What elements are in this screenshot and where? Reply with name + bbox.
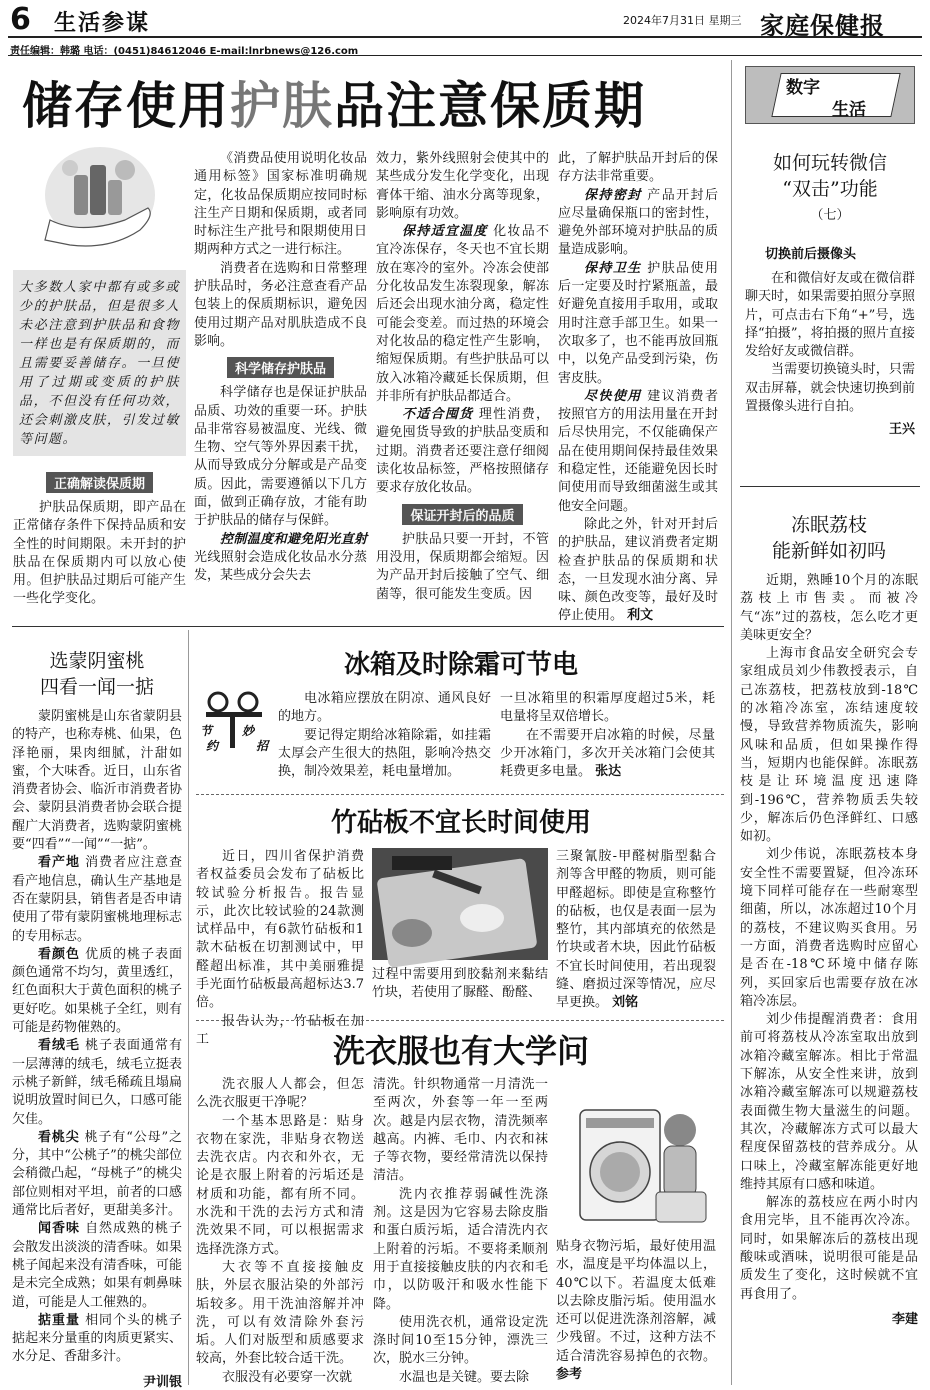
laundry-para: 衣服没有必要穿一次就 [222, 1369, 353, 1385]
skincare-para: 此，了解护肤品开封后的保存方法非常重要。 [558, 151, 718, 185]
laundry-col-2 [373, 1076, 548, 1386]
laundry-para: 洗衣服人人都会，但怎么洗衣服更干净呢？ [196, 1077, 364, 1111]
skincare-para: 保持适宜温度 化妆品不宜冷冻保存，冬天也不宜长期放在寒冷的室外。冷冻会使部分化妆品发生冻裂现象，解冻后还会出现水油分离，稳定性可能会变差。而过热的环境会对化妆品的稳定性产生影响，缩短保质期。有些护肤品可以放入冰箱冷藏延长保质期，但并非所有护肤品都适合。 [376, 224, 549, 404]
lychee-para: 刘少伟说，冻眠荔枝本身安全性不需要置疑，但冷冻环境下同样可能存在一些耐寒型细菌，所以，冰冻超过10个月的荔枝，不建议购买食用。另一方面，消费者选购时应留心是否在-18℃环境中储存陈列，买回家后也需要存放在冰箱冷冻层。 [740, 847, 918, 1009]
skincare-para: 不适合囤货 理性消费，避免囤货导致的护肤品变质和过期。消费者还要注意仔细阅读化妆品标签，严格按照储存要求存放化妆品。 [376, 407, 549, 496]
washing-machine-illustration [560, 1080, 718, 1230]
peach-title-line1: 选蒙阴蜜桃 [49, 650, 145, 672]
peach-byline: 尹训银 [142, 1374, 182, 1390]
skincare-para: 保持卫生 护肤品使用后一定要及时拧紧瓶盖，最好避免直接用手取用，或取用时注意手部卫生。如果一次取多了，也不能再放回瓶中，以免产品受到污染，伤害皮肤。 [558, 260, 718, 386]
logo-char: 节 [200, 724, 213, 738]
board-col-1 [196, 848, 364, 1047]
board-col-3 [556, 848, 716, 1013]
digital-badge-line1: 数字 [786, 78, 820, 98]
fridge-col-2 [500, 690, 715, 780]
skincare-intro: 大多数人家中都有或多或少的护肤品，但是很多人未必注意到护肤品和食物一样也是有保质期的，而且需要妥善储存。一旦使用了过期或变质的护肤品，不但没有任何功效，还会刺激皮肤，引发过敏等问题。 [19, 280, 180, 447]
digital-title-line2: “双击”功能 [782, 178, 878, 200]
section-heading-storage: 科学储存护肤品 [227, 357, 334, 378]
skincare-para: 《消费品使用说明化妆品通用标签》国家标准明确规定，化妆品保质期应按同时标注生产日期和保质期，或者同时标注生产批号和限期使用日期两种方式之一进行标注。 [194, 151, 367, 258]
skincare-para: 科学储存也是保证护肤品品质、功效的重要一环。护肤品非常容易被温度、光线、微生物、空气等外界因素干扰，从而导致成分分解或是产品变质。因此，需要遵循以下几方面，做到正确存放，才能有助于护肤品的储存与保鲜。 [194, 385, 367, 529]
fridge-para: 电冰箱应摆放在阴凉、通风良好的地方。 [278, 691, 491, 725]
skincare-col-4 [558, 150, 718, 624]
skincare-para: 保持密封 产品开封后应尽量确保瓶口的密封性，避免外部环境对护肤品的质量造成影响。 [558, 187, 718, 258]
peach-para: 看绒毛 桃子表面通常有一层薄薄的绒毛，绒毛立挺表示桃子新鲜，绒毛稀疏且塌扁说明放置时间已久，口感可能欠佳。 [12, 1038, 182, 1127]
skincare-para: 除此之外，针对开封后的护肤品，建议消费者定期检查护肤品的保质期和状态，一旦发现水油分离、异味、颜色改变等，最好及时停止使用。 利文 [558, 516, 718, 624]
lychee-title-line1: 冻眠荔枝 [790, 514, 867, 536]
fridge-para: 一旦冰箱里的积霜厚度超过5米，耗电量将呈双倍增长。 [500, 691, 715, 725]
board-para: 三聚氰胺-甲醛树脂型黏合剂等含甲醛的物质，则可能甲醛超标。即使是宣称整竹的砧板，也仅是表面一层为整竹，其内部填充的依然是竹块或者木块，因此竹砧板不宜长时间使用，若出现裂缝、磨损过深等情况，应尽早更换。 刘铭 [556, 849, 716, 1011]
peach-para: 闻香味 自然成熟的桃子会散发出淡淡的清香味。如果桃子闻起来没有清香味，可能是未完全成熟；如果有刺鼻味道，可能是人工催熟的。 [12, 1221, 182, 1310]
board-title: 竹砧板不宜长时间使用 [330, 808, 591, 838]
fridge-col-1 [278, 690, 491, 780]
lychee-para: 刘少伟提醒消费者：食用前可将荔枝从冷冻室取出放到冰箱冷藏室解冻。相比于常温下解冻，从安全性来讲，放到冰箱冷藏室解冻可以规避荔枝表面微生物大量滋生的问题。其次，冷藏解冻方式可以最大程度保留荔枝的营养成分。从口味上，冷藏室解冻能更好地维持其原有口感和味道。 [740, 1012, 918, 1192]
skincare-para: 控制温度和避免阳光直射 光线照射会造成化妆品水分蒸发，某些成分会失去 [194, 531, 367, 584]
skincare-para: 消费者在选购和日常整理护肤品时，务必注意查看产品包装上的保质期标识，避免因使用过期产品对肌肤造成不良影响。 [194, 260, 367, 349]
column-divider [731, 60, 732, 1385]
lychee-para: 上海市食品安全研究会专家组成员刘少伟教授表示，自己冻荔枝，把荔枝放到-18℃的冰箱冷冻室，冻结速度较慢，导致营养物质流失，影响风味和品质，但如果操作得当，短期内也能保鲜。冻眠荔枝是让环境温度迅速降到-196℃，营养物质丢失较少，解冻后仍色泽鲜红、口感如初。 [740, 646, 918, 845]
peach-article [12, 648, 182, 1390]
fridge-para: 要记得定期给冰箱除霜，如挂霜太厚会产生很大的热阻，影响冷热交换，制冷效果差，耗电量增加。 [278, 727, 491, 780]
page-number: 6 [10, 2, 31, 37]
editor-info: 责任编辑：韩璐 电话：(0451)84612046 E-mail:lnrbnews@126.com [10, 46, 359, 57]
digital-badge-line2: 生活 [832, 100, 866, 120]
divider [196, 794, 724, 795]
logo-char: 招 [256, 739, 269, 753]
skincare-para: 效力，紫外线照射会使其中的某些成分发生化学变化，出现膏体干缩、油水分离等现象，影响原有功效。 [376, 151, 549, 221]
board-col-2 [372, 966, 548, 1016]
digital-byline: 王兴 [888, 422, 915, 438]
skincare-para: 护肤品只要一开封，不管用没用，保质期都会缩短。因为产品开封后接触了空气、细菌等，很可能发生变质。因 [376, 531, 549, 602]
digital-para: 在和微信好友或在微信群聊天时，如果需要拍照分享照片，可点击右下角“+”号，选择“拍摄”，将拍摄的照片直接发给好友或微信群。 [745, 271, 915, 360]
skincare-col-2 [194, 150, 367, 610]
board-para: 过程中需要用到胶黏剂来黏结竹块，若使用了脲醛、酚醛、 [372, 967, 548, 1001]
digital-title-line1: 如何玩转微信 [772, 152, 887, 174]
skincare-intro-box [13, 270, 186, 456]
issue-date: 2024年7月31日 星期三 [623, 14, 742, 27]
peach-para: 看颜色 优质的桃子表面颜色通常不均匀，黄里透红，红色面积大于黄色面积的桃子更好吃。如果桃子全红，则有可能是药物催熟的。 [12, 946, 182, 1036]
peach-para: 看桃尖 桃子有“公母”之分，其中“公桃子”的桃尖部位会稍微凸起，“母桃子”的桃尖部位则相对平坦，前者的口感通常比后者好，更甜美多汁。 [12, 1129, 182, 1219]
laundry-para: 洗内衣推荐弱碱性洗涤剂。这是因为它容易去除皮脂和蛋白质污垢，适合清洗内衣上附着的污垢。不要将柔顺剂用于直接接触皮肤的内衣和毛巾，以防吸汗和吸水性能下降。 [373, 1186, 548, 1312]
fridge-title: 冰箱及时除霜可节电 [343, 650, 578, 680]
header-rule [8, 36, 922, 38]
divider [12, 626, 724, 627]
digital-number: （七） [810, 208, 850, 223]
digital-para: 当需要切换镜头时，只需双击屏幕，就会快速切换到前置摄像头进行自拍。 [745, 362, 915, 415]
laundry-col-3 [556, 1238, 716, 1383]
section-heading-shelf-life: 正确解读保质期 [46, 472, 153, 493]
digital-article [745, 150, 915, 437]
skincare-para: 尽快使用 建议消费者按照官方的用法用量在开封后尽快用完，不仅能确保产品在使用期间保持最佳效果和稳定性，还能避免因长时间使用而导致细菌滋生或其他安全问题。 [558, 388, 718, 514]
laundry-para: 使用洗衣机，通常设定洗涤时间10至15分钟，漂洗三次，脱水三分钟。 [373, 1314, 548, 1367]
hand-bottles-illustration [30, 140, 170, 260]
column-divider [188, 630, 189, 1385]
laundry-col-1 [196, 1076, 364, 1386]
divider [196, 1020, 724, 1021]
digital-subhead: 切换前后摄像头 [765, 247, 857, 262]
lychee-title-line2: 能新鲜如初吗 [771, 540, 886, 562]
laundry-para: 清洗。针织物通常一月清洗一至两次，外套等一年一至两次。越是内层衣物，清洗频率越高。内裤、毛巾、内衣和袜子等衣物，要经常清洗以保持清洁。 [373, 1077, 548, 1184]
peach-para: 蒙阴蜜桃是山东省蒙阴县的特产，也称寿桃、仙果，色泽艳丽，果肉细腻，汁甜如蜜，个大味香。近日，山东省消费者协会、临沂市消费者协会、蒙阴县消费者协会联合提醒广大消费者，选购蒙阴蜜桃要“四看”“一闻”“一掂”。 [12, 709, 182, 853]
board-para: 报告认为，竹砧板在加工 [196, 1013, 364, 1047]
lychee-byline: 李建 [891, 1311, 918, 1327]
divider [740, 486, 920, 487]
peach-para: 掂重量 相同个头的桃子掂起来分量重的肉质更紧实、水分足、香甜多汁。 [12, 1312, 182, 1365]
cutting-board-photo [372, 848, 548, 960]
header-rule-thin [8, 55, 922, 56]
lychee-para: 近期，熟睡10个月的冻眠荔枝上市售卖。而被冷气“冻”过的荔枝，怎么吃才更美味更安全？ [740, 573, 918, 643]
peach-title-line2: 四看一闻一掂 [39, 676, 154, 698]
lychee-article [740, 512, 918, 1382]
paper-name: 家庭保健报 [760, 11, 885, 40]
laundry-para: 贴身衣物污垢，最好使用温水，温度是平均体温以上，40℃以下。若温度太低难以去除皮脂污垢。使用温水还可以促进洗涤剂溶解，减少残留。不过，这种方法不适合清洗容易掉色的衣物。 参考 [556, 1239, 716, 1383]
peach-para: 看产地 消费者应注意查看产地信息，确认生产基地是否在蒙阴县，销售者是否申请使用了带有蒙阴蜜桃地理标志的专用标志。 [12, 855, 182, 944]
laundry-title: 洗衣服也有大学问 [332, 1032, 589, 1070]
skincare-col-3 [376, 150, 549, 610]
section-name: 生活参谋 [54, 10, 151, 36]
board-para: 近日，四川省保护消费者权益委员会发布了砧板比较试验分析报告。报告显示，此次比较试验的24款测试样品中，有6款竹砧板和1款木砧板在切割测试中，甲醛超出标准，其中美丽雅提手光面竹砧板最高超标达3.7倍。 [196, 849, 364, 1011]
fridge-para: 在不需要开启冰箱的时候，尽量少开冰箱门，多次开关冰箱门会使其耗费更多电量。 张达 [500, 727, 715, 780]
fridge-tips-logo [196, 690, 274, 752]
logo-char: 约 [206, 739, 219, 753]
laundry-para: 一个基本思路是：贴身衣物在家洗，非贴身衣物送去洗衣店。内衣和外衣，无论是衣服上附着的污垢还是材质和功能，都有所不同。水洗和干洗的去污方式和清洗效果不同，可以根据需求选择洗涤方式。 [196, 1113, 364, 1257]
lychee-para: 解冻的荔枝应在两小时内食用完毕，且不能再次冷冻。同时，如果解冻后的荔枝出现酸味或酒味，说明很可能是品质发生了变化，这时候就不宜再食用了。 [740, 1195, 918, 1302]
skincare-title: 储存使用护肤品注意保质期 [22, 77, 646, 135]
laundry-para: 水温也是关键。要去除 [399, 1369, 530, 1385]
laundry-para: 大衣等不直接接触皮肤，外层衣服沾染的外部污垢较多。用干洗油溶解并冲洗，可以有效清除外套污垢。人们对版型和质感要求较高，外套比较合适干洗。 [196, 1259, 364, 1367]
skincare-col-1 [13, 466, 186, 606]
skincare-para: 护肤品保质期，即产品在正常储存条件下保持品质和安全性的时间期限。未开封的护肤品在保质期内可以放心使用。但护肤品过期后可能产生一些化学变化。 [13, 500, 186, 607]
digital-badge [745, 66, 915, 124]
section-heading-opened: 保证开封后的品质 [402, 504, 522, 525]
page-header [0, 0, 930, 58]
logo-char: 妙 [242, 724, 255, 738]
